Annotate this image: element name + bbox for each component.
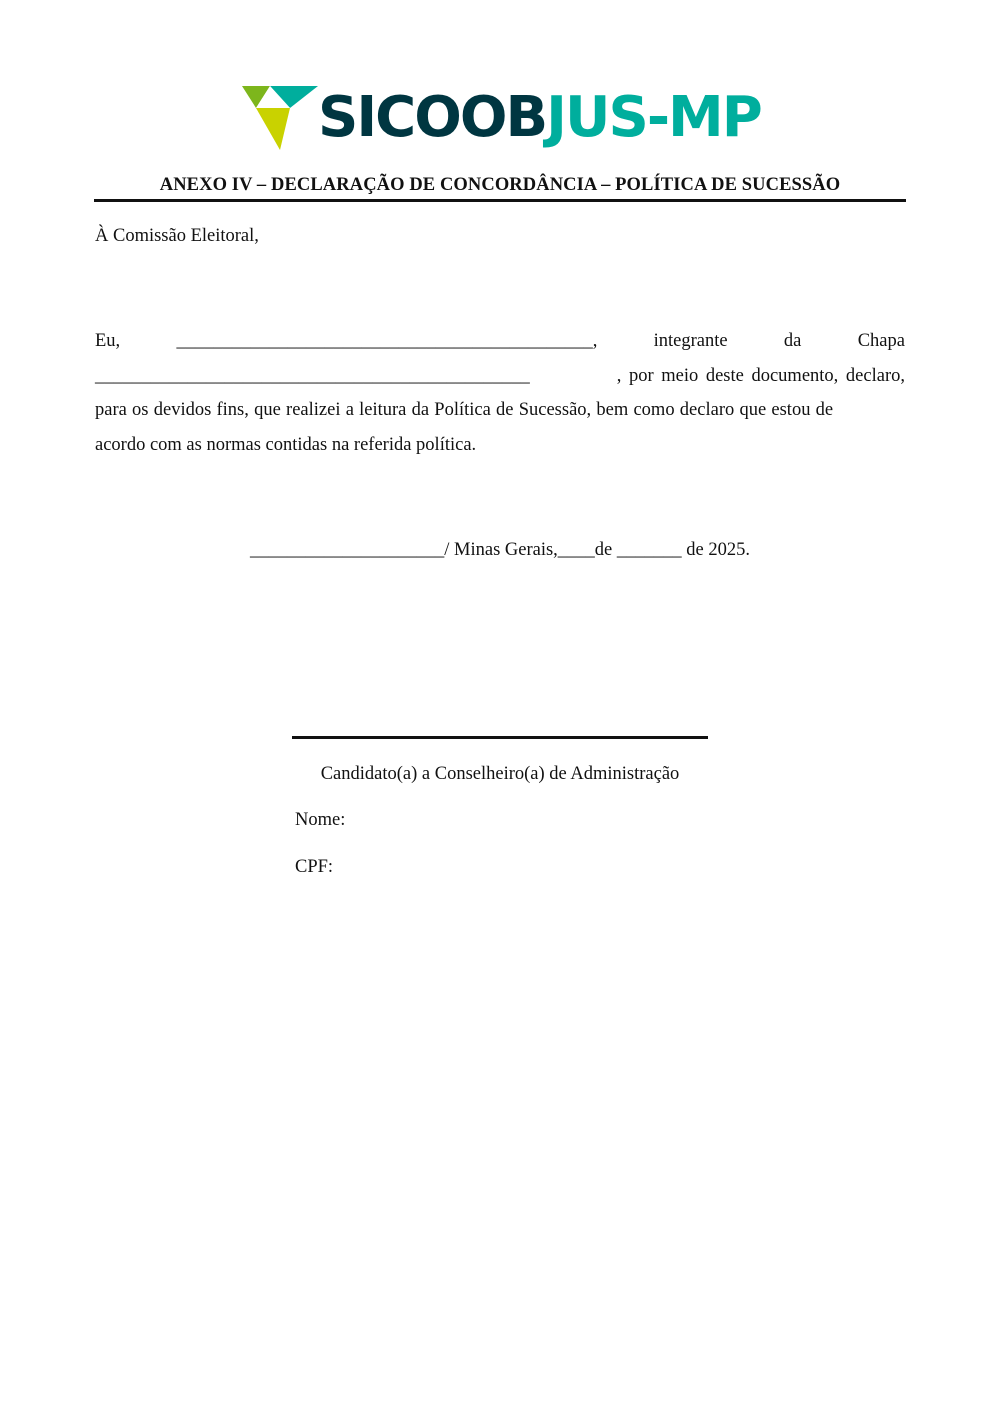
document-title: ANEXO IV – DECLARAÇÃO DE CONCORDÂNCIA – POLÍTICA DE SUCESSÃO	[159, 175, 841, 195]
paragraph-line-3: para os devidos fins, que realizei a leitura da Política de Sucessão, bem como declaro que estou de	[95, 400, 834, 420]
logo-wordmark	[318, 84, 761, 152]
salutation: À Comissão Eleitoral,	[95, 226, 259, 246]
logo-lime-facet	[256, 108, 290, 150]
signature-cpf-label: CPF:	[295, 857, 334, 877]
title-underline	[94, 199, 906, 202]
chapa-blank: _______________________________________________	[95, 366, 530, 386]
line1-word-da: da	[783, 331, 802, 351]
paragraph-line-1	[95, 331, 905, 352]
signature-line	[292, 736, 708, 739]
name-blank: _____________________________________________,	[176, 331, 598, 351]
sicoob-jus-mp-logo	[242, 84, 762, 152]
line1-word-integrante: integrante	[653, 331, 728, 351]
logo-word-jus-mp: JUS-MP	[546, 85, 761, 150]
logo-word-sicoob: SICOOB	[318, 85, 547, 150]
signature-role: Candidato(a) a Conselheiro(a) de Administração	[320, 764, 680, 784]
paragraph-line-4: acordo com as normas contidas na referida política.	[95, 435, 477, 455]
paragraph-line-2	[95, 366, 905, 387]
line1-word-eu: Eu,	[95, 331, 121, 351]
line2-text: , por meio deste documento, declaro,	[616, 366, 905, 386]
sicoob-triangle-icon	[242, 84, 318, 152]
date-place-line: _____________________/ Minas Gerais,____de _______ de 2025.	[250, 540, 750, 560]
line1-word-chapa: Chapa	[857, 331, 905, 351]
signature-name-label: Nome:	[295, 810, 346, 830]
